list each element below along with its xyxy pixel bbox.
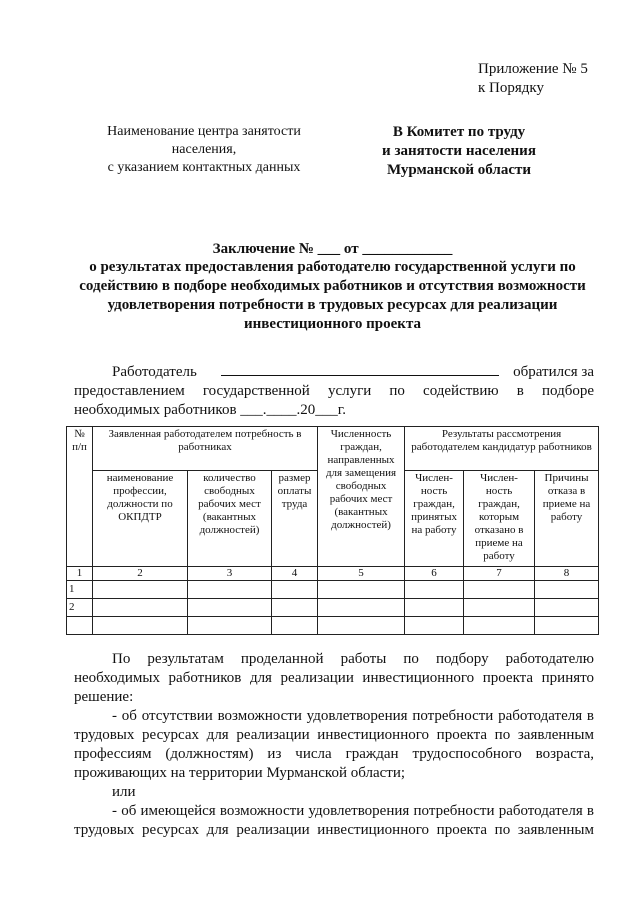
row-number: 2	[67, 599, 93, 617]
appendix-reference	[478, 60, 588, 98]
employer-line-3: необходимых работников ___.____.20___г.	[74, 402, 346, 418]
column-number-row	[67, 567, 599, 581]
word: услуги	[327, 383, 372, 399]
table-row	[67, 617, 599, 635]
employer-appealed-text: обратился за	[513, 364, 594, 380]
employer-paragraph	[74, 361, 594, 420]
decision-section	[74, 650, 594, 838]
subheader-refused: Числен- ность граждан, которым отказано в приеме на работу	[464, 471, 535, 567]
subtitle-line: о результатах предоставления работодателю государственной услуги по	[89, 259, 576, 275]
word: государственной	[202, 383, 310, 399]
sender-block	[88, 123, 320, 177]
appendix-order: к Порядку	[478, 80, 544, 96]
conclusion-subtitle	[70, 258, 595, 334]
column-number: 8	[535, 567, 599, 581]
subheader-vacancies: количество свободных рабочих мест (вакантных должностей)	[188, 471, 272, 567]
header-number: № п/п	[67, 427, 93, 567]
subheader-profession: наименование профессии, должности по ОКПДТР	[93, 471, 188, 567]
employer-line-2	[74, 382, 594, 401]
word: по	[389, 383, 405, 399]
column-number: 5	[318, 567, 405, 581]
column-number: 6	[405, 567, 464, 581]
column-number: 2	[93, 567, 188, 581]
column-number: 3	[188, 567, 272, 581]
subtitle-line: содействию в подборе необходимых работников и отсутствия возможности	[79, 278, 586, 294]
row-number	[67, 617, 93, 635]
decision-intro: По результатам проделанной работы по подбору работодателю необходимых работников для реализации инвестиционного проекта принято решение:	[74, 651, 594, 705]
subheader-hired: Числен- ность граждан, принятых на работу	[405, 471, 464, 567]
decision-option-absent: - об отсутствии возможности удовлетворения потребности работодателя в трудовых ресурсах для реализации инвестиционного проекта по заявленным профессиям (должностям) из числа граждан трудоспособного возраста, проживающих на территории Мурманской области;	[74, 708, 594, 781]
header-candidates-count: Численность граждан, направленных для замещения свободных рабочих мест (вакантных должностей)	[318, 427, 405, 567]
appendix-number: Приложение № 5	[478, 61, 588, 77]
column-number: 1	[67, 567, 93, 581]
employer-name-blank	[221, 361, 499, 376]
recipient-line: В Комитет по труду	[392, 124, 526, 140]
recipient-line: Мурманской области	[386, 162, 532, 178]
decision-or: или	[112, 784, 136, 800]
table-row	[67, 599, 599, 617]
sender-line: Наименование центра занятости	[107, 124, 301, 139]
decision-option-available: - об имеющейся возможности удовлетворения потребности работодателя в трудовых ресурсах для реализации инвестиционного проекта по заявленным	[74, 803, 594, 838]
table-row	[67, 581, 599, 599]
subheader-salary: размер оплаты труда	[272, 471, 318, 567]
word: подборе	[541, 383, 594, 399]
results-table	[66, 426, 599, 635]
conclusion-title: Заключение № ___ от ____________	[212, 241, 453, 257]
word: предоставлением	[74, 383, 185, 399]
word: в	[516, 383, 524, 399]
subheader-reasons: Причины отказа в приеме на работу	[535, 471, 599, 567]
recipient-block	[368, 123, 550, 180]
recipient-line: и занятости населения	[382, 143, 536, 159]
employer-label: Работодатель	[112, 364, 197, 380]
column-number: 7	[464, 567, 535, 581]
sender-line: с указанием контактных данных	[107, 160, 301, 175]
header-demand: Заявленная работодателем потребность в работниках	[93, 427, 318, 471]
subtitle-line: удовлетворения потребности в трудовых ресурсах для реализации	[107, 297, 558, 313]
header-results: Результаты рассмотрения работодателем кандидатур работников	[405, 427, 599, 471]
subtitle-line: инвестиционного проекта	[244, 316, 421, 332]
word: содействию	[423, 383, 499, 399]
row-number: 1	[67, 581, 93, 599]
sender-line: населения,	[171, 142, 237, 157]
column-number: 4	[272, 567, 318, 581]
